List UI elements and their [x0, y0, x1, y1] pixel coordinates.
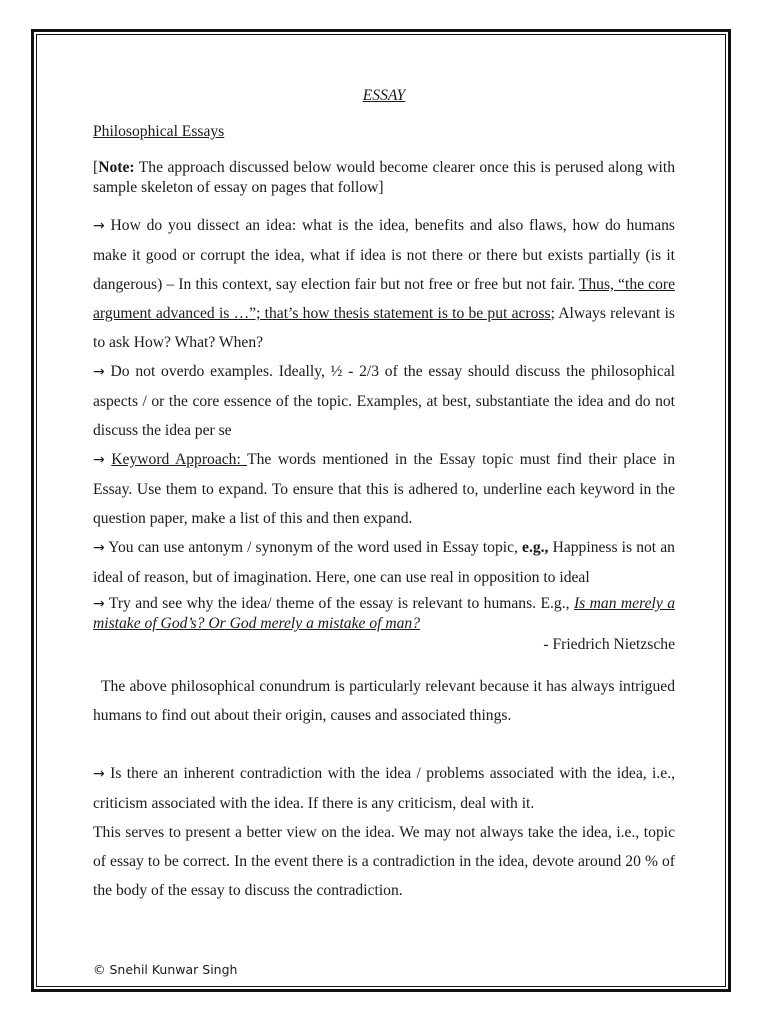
point-text: How do you dissect an idea: what is the idea, benefits and also flaws, how do humans make it good or corrupt the idea, what if idea is not there or there but exists partially (is it dangerous) – In this context, say election fair but not free or free but not fair.	[93, 217, 675, 293]
arrow-icon: →	[93, 218, 105, 234]
arrow-icon: →	[93, 452, 105, 468]
note-label: Note:	[98, 159, 135, 176]
arrow-icon: →	[93, 766, 105, 782]
underlined-text: Keyword Approach:	[111, 451, 248, 468]
point-text: Happiness is not an ideal of reason, but of imagination. Here, one can use real in opposition to ideal	[93, 539, 675, 586]
point-text: Is there an inherent contradiction with the idea / problems associated with the idea, i.e., criticism associated with the idea. If there is any criticism, deal with it.	[93, 765, 675, 812]
point-examples	[93, 357, 675, 445]
section-heading: Philosophical Essays	[93, 123, 225, 140]
arrow-icon: →	[93, 596, 105, 612]
point-relevance	[93, 594, 675, 634]
point-antonym-synonym	[93, 533, 675, 592]
note-paragraph	[93, 158, 675, 198]
document-body	[93, 85, 675, 905]
note-open-bracket: [	[93, 159, 99, 176]
quote-author: - Friedrich Nietzsche	[543, 636, 675, 653]
bold-text: e.g.,	[522, 539, 549, 556]
note-text: The approach discussed below would become clearer once this is perused along with sample skeleton of essay on pages that follow]	[93, 159, 675, 196]
arrow-icon: →	[93, 364, 105, 380]
point-contradiction	[93, 759, 675, 818]
arrow-icon: →	[93, 540, 105, 556]
nietzsche-quote: Is man merely a mistake of God’s? Or God merely a mistake of man?	[93, 595, 675, 632]
point-text: You can use antonym / synonym of the word used in Essay topic,	[104, 539, 523, 556]
point-text: Try and see why the idea/ theme of the essay is relevant to humans. E.g.,	[104, 595, 574, 612]
point-keyword-approach	[93, 445, 675, 533]
contradiction-continued: This serves to present a better view on the idea. We may not always take the idea, i.e., topic of essay to be correct. In the event there is a contradiction in the idea, devote around 20 % of the body of the essay to discuss the contradiction.	[93, 824, 675, 899]
point-dissect-idea	[93, 211, 675, 357]
point-text: Do not overdo examples. Ideally, ½ - 2/3 of the essay should discuss the philosophical aspects / or the core essence of the topic. Examples, at best, substantiate the idea and do not discuss the idea per se	[93, 363, 675, 439]
document-title: ESSAY	[362, 87, 406, 104]
conundrum-paragraph: The above philosophical conundrum is particularly relevant because it has always intrigued humans to find out about their origin, causes and associated things.	[93, 678, 675, 724]
copyright-footer: © Snehil Kunwar Singh	[93, 962, 238, 977]
underlined-text: Thus, “the core argument advanced is …”; that’s how thesis statement is to be put across	[93, 276, 675, 322]
spacer	[93, 730, 675, 759]
point-text: ; Always relevant is to ask How? What? When?	[93, 305, 675, 351]
point-text: The words mentioned in the Essay topic must find their place in Essay. Use them to expand. To ensure that this is adhered to, underline each keyword in the question paper, make a list of this and then expand.	[93, 451, 676, 527]
